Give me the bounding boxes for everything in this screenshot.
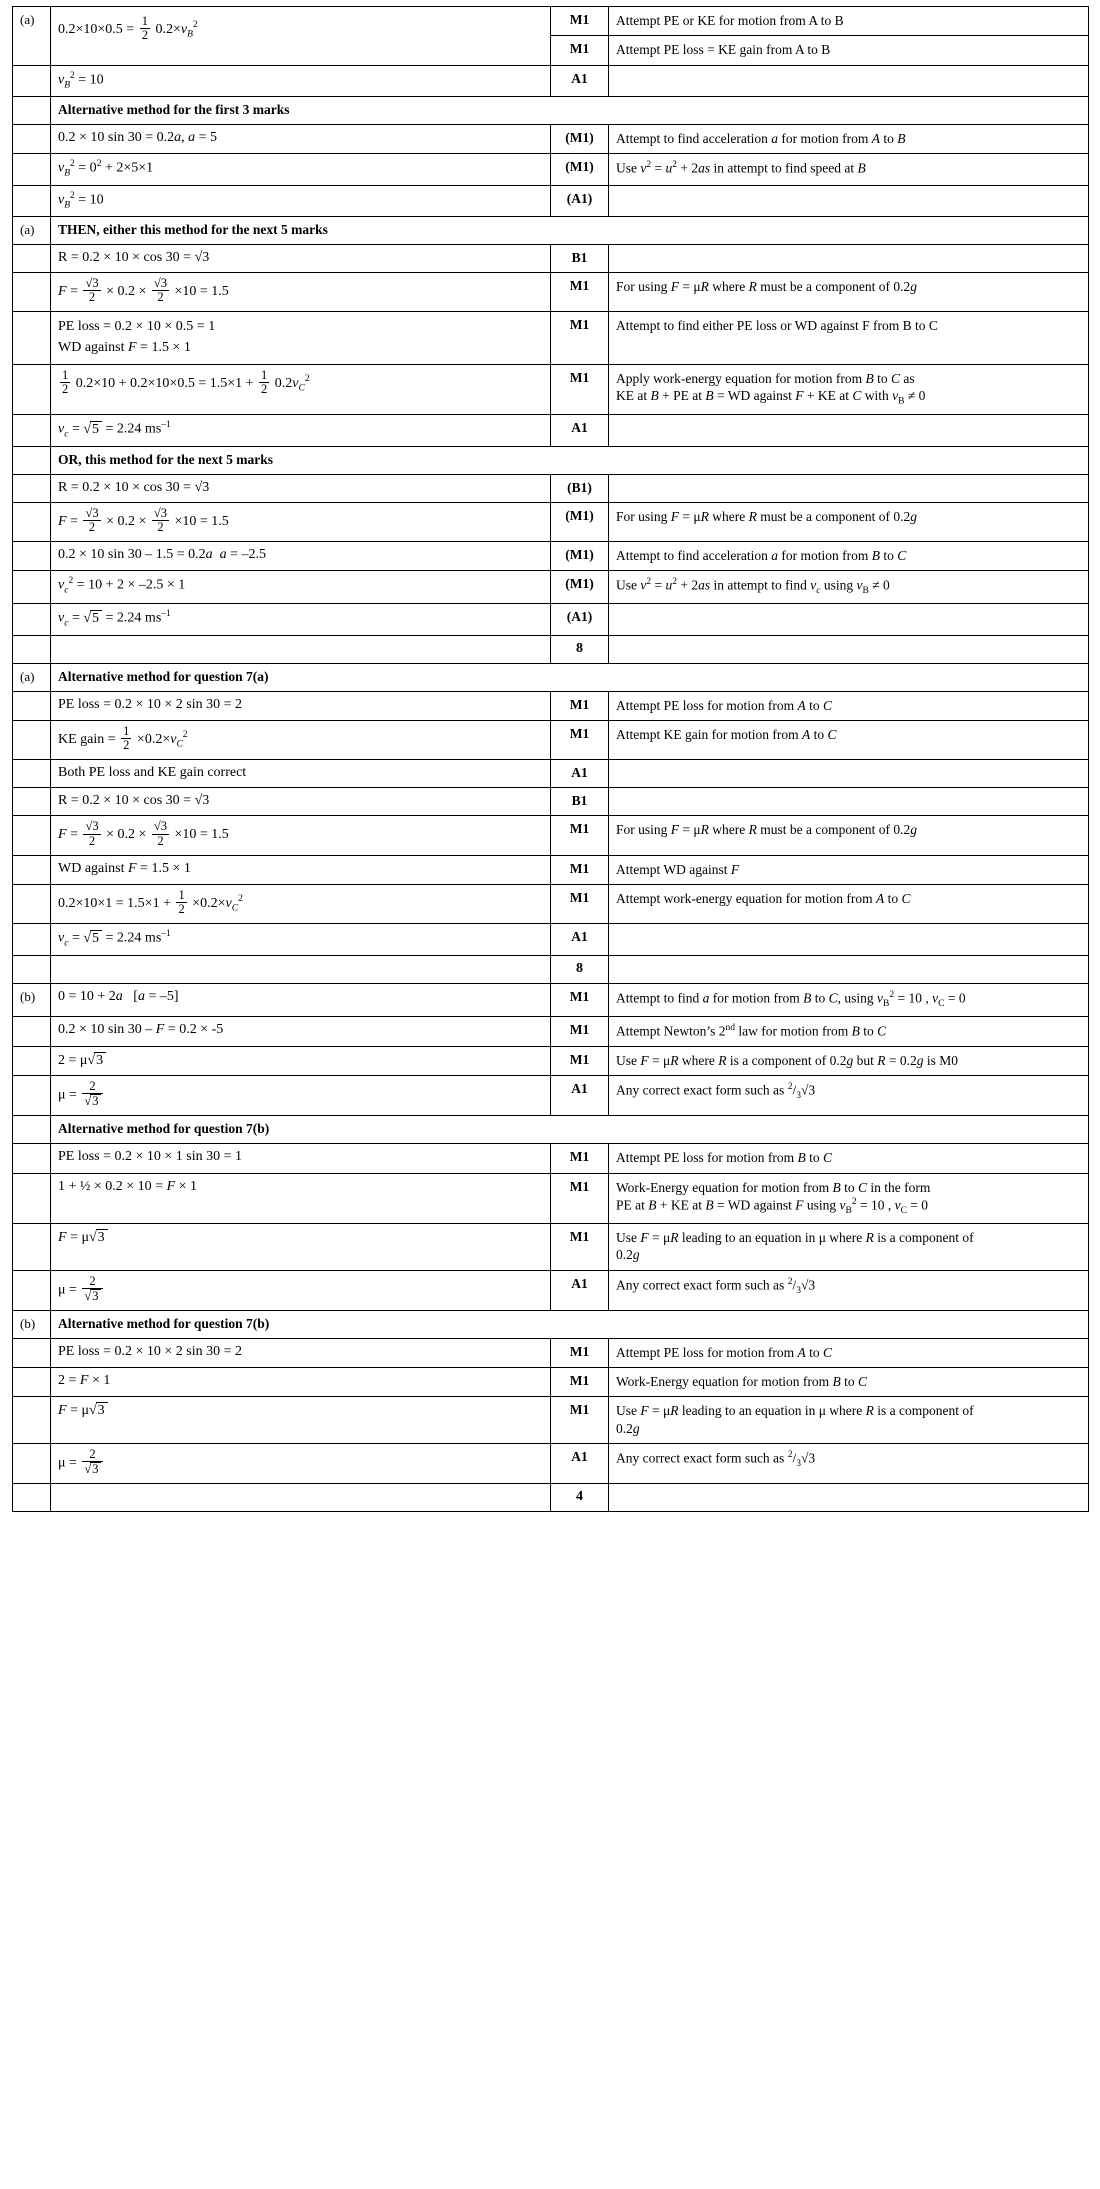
table-row: [13, 924, 1089, 955]
working-cell: μ = $\frac{2}{√3}$: [51, 1270, 551, 1310]
note-cell: [609, 1484, 1089, 1512]
fraction-root3-over-2: $\frac{√3}{2}$: [85, 276, 99, 305]
part-label-blank: [13, 154, 51, 185]
note-cell: Any correct exact form such as $^2/_3√3$: [609, 1075, 1089, 1115]
note-cell: Attempt to find acceleration a for motion from A to B: [609, 124, 1089, 153]
working-cell: F = $\frac{√3}{2}$ × 0.2 × $\frac{√3}{2}$ ×10 = 1.5: [51, 273, 551, 312]
mark-cell: M1: [551, 983, 609, 1016]
table-row: [13, 1443, 1089, 1483]
note-cell: Attempt PE loss for motion from B to C: [609, 1144, 1089, 1173]
section-heading: Alternative method for question 7(a): [51, 663, 1089, 691]
mark-cell: A1: [551, 65, 609, 96]
table-row: [13, 760, 1089, 788]
mark-cell: A1: [551, 1270, 609, 1310]
part-label-blank: [13, 365, 51, 415]
mark-cell: M1: [551, 855, 609, 884]
fraction-one-half: $\frac{1}{2}$: [62, 368, 69, 397]
part-label-blank: [13, 273, 51, 312]
working-cell: $v_c = √5 = 2.24$ $ms^{-1}$: [51, 415, 551, 446]
table-row: [13, 1075, 1089, 1115]
part-label-blank: [13, 1116, 51, 1144]
note-cell: Attempt PE loss for motion from A to C: [609, 691, 1089, 720]
note-line: 0.2g: [616, 1247, 640, 1263]
working-cell: PE loss = 0.2 × 10 × 2 sin 30 = 2: [51, 1338, 551, 1367]
working-cell: 1 + ½ × 0.2 × 10 = F × 1: [51, 1173, 551, 1224]
table-row: [13, 154, 1089, 185]
mark-cell: B1: [551, 788, 609, 816]
total-mark: 4: [551, 1484, 609, 1512]
mark-cell: (M1): [551, 124, 609, 153]
part-label-b: (b): [13, 983, 51, 1016]
working-line: PE loss = 0.2 × 10 × 0.5 = 1: [58, 319, 216, 335]
table-row: [13, 1270, 1089, 1310]
table-row-heading: [13, 96, 1089, 124]
table-row: [13, 474, 1089, 502]
part-label-a: (a): [13, 663, 51, 691]
fraction-root3-over-2: $\frac{√3}{2}$: [153, 505, 168, 534]
part-label-blank: [13, 65, 51, 96]
part-label-blank: [13, 1046, 51, 1075]
note-cell: For using F = μR where R must be a component of 0.2g: [609, 816, 1089, 855]
mark-cell: (B1): [551, 474, 609, 502]
part-label-blank: [13, 474, 51, 502]
table-row-total: [13, 1484, 1089, 1512]
working-cell: Both PE loss and KE gain correct: [51, 760, 551, 788]
table-row: [13, 571, 1089, 604]
fraction-one-half: $\frac{1}{2}$: [178, 887, 185, 917]
mark-cell: B1: [551, 245, 609, 273]
part-label-blank: [13, 541, 51, 570]
working-cell: μ = $\frac{2}{√3}$: [51, 1443, 551, 1483]
note-cell: Attempt Newton’s 2nd law for motion from B to C: [609, 1016, 1089, 1046]
note-cell: Attempt to find a for motion from B to C, using $v_B^2 = 10$ , $v_C = 0$: [609, 983, 1089, 1016]
working-cell: PE loss = 0.2 × 10 × 1 sin 30 = 1: [51, 1144, 551, 1173]
note-cell: For using F = μR where R must be a component of 0.2g: [609, 273, 1089, 312]
table-row: [13, 1397, 1089, 1444]
note-cell: [609, 365, 1089, 415]
working-line: WD against F = 1.5 × 1: [58, 339, 191, 355]
working-cell: [51, 312, 551, 365]
table-row: [13, 983, 1089, 1016]
fraction-root3-over-2: $\frac{√3}{2}$: [153, 819, 168, 848]
table-row: [13, 1016, 1089, 1046]
mark-cell: A1: [551, 1443, 609, 1483]
note-cell: [609, 185, 1089, 216]
fraction-one-half: $\frac{1}{2}$: [123, 724, 130, 753]
note-cell: [609, 415, 1089, 446]
note-line: PE at B + KE at B = WD against F using $v_B^2 = 10$ , $v_C = 0$: [616, 1196, 929, 1216]
working-cell: F = $\frac{√3}{2}$ × 0.2 × $\frac{√3}{2}$ ×10 = 1.5: [51, 816, 551, 855]
note-cell: Attempt to find either PE loss or WD against F from B to C: [609, 312, 1089, 365]
note-line: KE at B + PE at B = WD against F + KE at C with $v_B \ne 0$: [616, 388, 926, 407]
section-heading: Alternative method for question 7(b): [51, 1310, 1089, 1338]
mark-cell: M1: [551, 1397, 609, 1444]
mark-cell: (M1): [551, 154, 609, 185]
working-cell: 0 = 10 + 2a [a = –5]: [51, 983, 551, 1016]
working-cell: 0.2 × 10 sin 30 = 0.2a, a = 5: [51, 124, 551, 153]
note-cell: [609, 604, 1089, 635]
working-cell: [51, 245, 551, 273]
mark-cell: M1: [551, 1046, 609, 1075]
fraction-root3-over-2: $\frac{√3}{2}$: [85, 819, 99, 848]
part-label-a: (a): [13, 7, 51, 66]
table-row-total: [13, 635, 1089, 663]
table-row: [13, 273, 1089, 312]
table-row-heading: [13, 217, 1089, 245]
note-cell: [609, 474, 1089, 502]
table-row: [13, 365, 1089, 415]
table-row: [13, 816, 1089, 855]
note-cell: [609, 1173, 1089, 1224]
part-label-blank: [13, 1270, 51, 1310]
working-cell: $v_c = √5 = 2.24$ $ms^{-1}$: [51, 924, 551, 955]
working-cell: 0.2×10×1 = 1.5×1 + $\frac{1}{2}$ $\times 0.2\times v_C^2$: [51, 884, 551, 923]
section-heading: THEN, either this method for the next 5 marks: [51, 217, 1089, 245]
mark-cell: M1: [551, 273, 609, 312]
table-row: [13, 788, 1089, 816]
part-label-blank: [13, 245, 51, 273]
total-mark: 8: [551, 635, 609, 663]
note-cell: [609, 635, 1089, 663]
table-row: [13, 1046, 1089, 1075]
working-cell: [51, 955, 551, 983]
note-cell: Use $v^2 = u^2 + 2as$ in attempt to find speed at B: [609, 154, 1089, 185]
table-row-heading: [13, 1310, 1089, 1338]
part-label-blank: [13, 502, 51, 541]
table-row: [13, 124, 1089, 153]
mark-cell: M1: [551, 691, 609, 720]
section-heading: OR, this method for the next 5 marks: [51, 446, 1089, 474]
mark-cell: M1: [551, 1224, 609, 1271]
working-cell: $\frac{1}{2}$ 0.2×10 + 0.2×10×0.5 = 1.5×1 + $\frac{1}{2}$ $0.2v_C^2$: [51, 365, 551, 415]
table-row: [13, 502, 1089, 541]
part-label-blank: [13, 415, 51, 446]
table-row: [13, 415, 1089, 446]
note-cell: [609, 65, 1089, 96]
working-cell: F = μ√3: [51, 1397, 551, 1444]
working-cell: $v_c = √5 = 2.24$ $ms^{-1}$: [51, 604, 551, 635]
working-cell: [51, 1484, 551, 1512]
note-cell: Attempt KE gain for motion from A to C: [609, 721, 1089, 760]
table-row: [13, 1173, 1089, 1224]
fraction-two-over-root3: $\frac{2}{√3}$: [82, 1448, 102, 1476]
note-line: Use F = μR leading to an equation in μ where R is a component of: [616, 1230, 974, 1246]
working-cell: 0.2 × 10 sin 30 – F = 0.2 × -5: [51, 1016, 551, 1046]
mark-cell: M1: [551, 884, 609, 923]
mark-cell: (A1): [551, 185, 609, 216]
part-label-blank: [13, 1224, 51, 1271]
mark-cell: M1: [551, 1016, 609, 1046]
mark-cell: A1: [551, 924, 609, 955]
part-label-blank: [13, 185, 51, 216]
mark-cell: (M1): [551, 571, 609, 604]
part-label-blank: [13, 1443, 51, 1483]
working-cell: $v_B^2 = 0^2 + 2\times 5\times 1$: [51, 154, 551, 185]
note-cell: Use F = μR where R is a component of 0.2g but R = 0.2g is M0: [609, 1046, 1089, 1075]
part-label-a: (a): [13, 217, 51, 245]
working-cell: $v_B^2 = 10$: [51, 185, 551, 216]
note-cell: For using F = μR where R must be a component of 0.2g: [609, 502, 1089, 541]
part-label-blank: [13, 1397, 51, 1444]
part-label-blank: [13, 1173, 51, 1224]
mark-cell: A1: [551, 760, 609, 788]
part-label-blank: [13, 1075, 51, 1115]
note-cell: [609, 788, 1089, 816]
fraction-root3-over-2: $\frac{√3}{2}$: [153, 276, 168, 305]
working-value: R = 0.2 × 10 × cos 30 = √3: [58, 250, 210, 266]
part-label-blank: [13, 855, 51, 884]
part-label-blank: [13, 312, 51, 365]
note-cell: Any correct exact form such as $^2/_3√3$: [609, 1270, 1089, 1310]
mark-cell: A1: [551, 415, 609, 446]
part-label-blank: [13, 1016, 51, 1046]
note-cell: [609, 1224, 1089, 1271]
part-label-blank: [13, 788, 51, 816]
note-cell: [609, 924, 1089, 955]
fraction-two-over-root3: $\frac{2}{√3}$: [82, 1080, 102, 1108]
mark-cell: (M1): [551, 541, 609, 570]
note-cell: [609, 245, 1089, 273]
mark-cell: M1: [551, 721, 609, 760]
table-row: [13, 604, 1089, 635]
fraction-one-half: $\frac{1}{2}$: [261, 368, 268, 397]
working-cell: $v_B^2 = 10$: [51, 65, 551, 96]
fraction-one-half: $\frac{1}{2}$: [141, 14, 148, 43]
table-row: [13, 1368, 1089, 1397]
part-label-blank: [13, 691, 51, 720]
note-cell: Attempt PE loss for motion from A to C: [609, 1338, 1089, 1367]
table-row: [13, 541, 1089, 570]
note-cell: Attempt to find acceleration a for motion from B to C: [609, 541, 1089, 570]
section-heading: Alternative method for question 7(b): [51, 1116, 1089, 1144]
note-cell: [609, 955, 1089, 983]
table-row: [13, 312, 1089, 365]
table-row: [13, 855, 1089, 884]
table-row: [13, 1338, 1089, 1367]
mark-cell: M1: [551, 816, 609, 855]
note-cell: Attempt PE loss = KE gain from A to B: [609, 36, 1089, 65]
table-row: [13, 65, 1089, 96]
note-cell: [609, 760, 1089, 788]
working-cell: μ = $\frac{2}{√3}$: [51, 1075, 551, 1115]
part-label-blank: [13, 816, 51, 855]
note-cell: Use $v^2 = u^2 + 2as$ in attempt to find $v_c$ using $v_B \ne 0$: [609, 571, 1089, 604]
part-label-blank: [13, 884, 51, 923]
working-cell: 0.2 × 10 sin 30 – 1.5 = 0.2a a = –2.5: [51, 541, 551, 570]
table-row: [13, 185, 1089, 216]
section-heading: Alternative method for the first 3 marks: [51, 96, 1089, 124]
part-label-blank: [13, 635, 51, 663]
working-cell: WD against F = 1.5 × 1: [51, 855, 551, 884]
part-label-blank: [13, 1144, 51, 1173]
working-value: = 10: [78, 72, 104, 88]
fraction-two-over-root3: $\frac{2}{√3}$: [82, 1275, 102, 1303]
working-value: = 10: [78, 192, 104, 208]
note-cell: Any correct exact form such as $^2/_3√3$: [609, 1443, 1089, 1483]
mark-cell: (M1): [551, 502, 609, 541]
mark-cell: M1: [551, 1368, 609, 1397]
fraction-root3-over-2: $\frac{√3}{2}$: [85, 505, 99, 534]
total-mark: 8: [551, 955, 609, 983]
mark-cell: M1: [551, 312, 609, 365]
working-cell: 2 = μ√3: [51, 1046, 551, 1075]
note-cell: Attempt WD against F: [609, 855, 1089, 884]
part-label-blank: [13, 1338, 51, 1367]
table-row: [13, 691, 1089, 720]
mark-cell: A1: [551, 1075, 609, 1115]
part-label-blank: [13, 96, 51, 124]
note-line: Work-Energy equation for motion from B to C in the form: [616, 1179, 931, 1195]
mark-cell: M1: [551, 1338, 609, 1367]
table-row: [13, 721, 1089, 760]
table-row-heading: [13, 663, 1089, 691]
part-label-blank: [13, 924, 51, 955]
table-row-total: [13, 955, 1089, 983]
working-value: R = 0.2 × 10 × cos 30 = √3: [58, 479, 210, 495]
working-cell: [51, 691, 551, 720]
note-line: Apply work-energy equation for motion from B to C as: [616, 371, 915, 386]
working-cell: [51, 635, 551, 663]
part-label-blank: [13, 955, 51, 983]
part-label-blank: [13, 1368, 51, 1397]
part-label-b: (b): [13, 1310, 51, 1338]
mark-cell: M1: [551, 1144, 609, 1173]
part-label-blank: [13, 604, 51, 635]
working-cell: F = $\frac{√3}{2}$ × 0.2 × $\frac{√3}{2}$ ×10 = 1.5: [51, 502, 551, 541]
working-cell: $v_c^2 = 10 + 2 \times -2.5 \times 1$: [51, 571, 551, 604]
note-line: 0.2g: [616, 1420, 640, 1436]
part-label-blank: [13, 721, 51, 760]
mark-scheme-table: [12, 6, 1089, 1512]
mark-cell: M1: [551, 365, 609, 415]
table-row-heading: [13, 446, 1089, 474]
working-cell: R = 0.2 × 10 × cos 30 = √3: [51, 788, 551, 816]
note-cell: Attempt work-energy equation for motion from A to C: [609, 884, 1089, 923]
table-row: [13, 884, 1089, 923]
mark-cell: M1: [551, 1173, 609, 1224]
note-line: Use F = μR leading to an equation in μ where R is a component of: [616, 1403, 974, 1419]
working-cell: [51, 474, 551, 502]
table-row: [13, 7, 1089, 36]
note-cell: Work-Energy equation for motion from B to C: [609, 1368, 1089, 1397]
part-label-blank: [13, 760, 51, 788]
working-cell: F = μ√3: [51, 1224, 551, 1271]
part-label-blank: [13, 124, 51, 153]
part-label-blank: [13, 446, 51, 474]
working-cell: 0.2×10×0.5 = $\frac{1}{2}$ $0.2\times v_B^2$: [51, 7, 551, 66]
note-cell: [609, 1397, 1089, 1444]
working-cell: KE gain = $\frac{1}{2}$ $\times 0.2\times v_C^2$: [51, 721, 551, 760]
mark-cell: (A1): [551, 604, 609, 635]
table-row-heading: [13, 1116, 1089, 1144]
mark-cell: M1: [551, 7, 609, 36]
working-value: PE loss = 0.2 × 10 × 2 sin 30 = 2: [58, 696, 243, 712]
table-row: [13, 245, 1089, 273]
note-cell: Attempt PE or KE for motion from A to B: [609, 7, 1089, 36]
table-row: [13, 1144, 1089, 1173]
mark-cell: M1: [551, 36, 609, 65]
part-label-blank: [13, 571, 51, 604]
working-cell: 2 = F × 1: [51, 1368, 551, 1397]
table-row: [13, 1224, 1089, 1271]
part-label-blank: [13, 1484, 51, 1512]
